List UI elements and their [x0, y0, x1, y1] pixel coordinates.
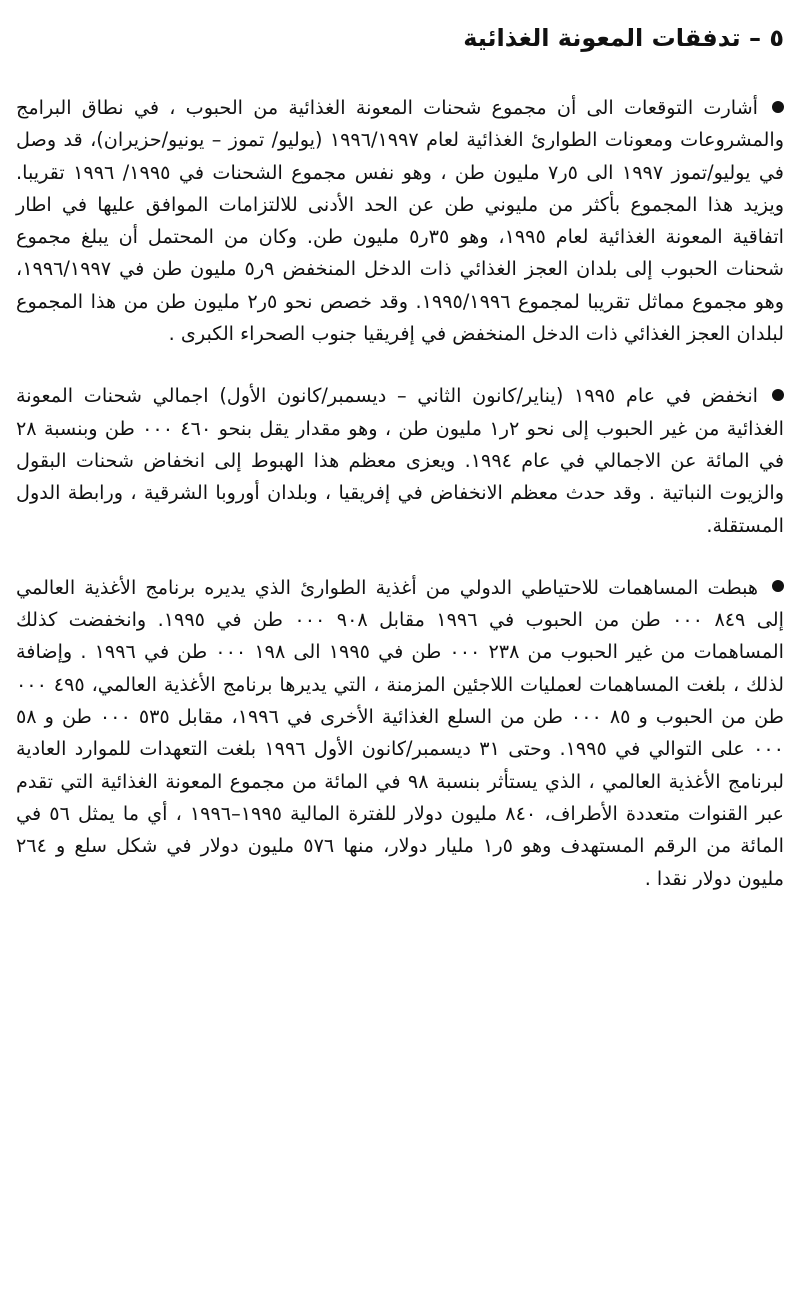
- section-title: تدفقات المعونة الغذائية: [463, 24, 741, 52]
- paragraph-wfp-contributions: [16, 572, 784, 895]
- document-page: [16, 18, 784, 895]
- bullet-icon: [772, 389, 784, 401]
- section-dash: –: [748, 24, 761, 52]
- section-heading: [16, 18, 784, 58]
- paragraph-shipments-cereals: [16, 92, 784, 350]
- paragraph-text: أشارت التوقعات الى أن مجموع شحنات المعونة الغذائية من الحبوب ، في نطاق البرامج والمشروعات ومعونات الطوارئ الغذائية لعام ١٩٩٦/١٩٩٧ (يوليو/ تموز – يونيو/حزيران)، قد وصل في يوليو/تموز ١٩٩٧ الى ٥ر٧ مليون طن ، وهو نفس مجموع الشحنات في ١٩٩٥/ ١٩٩٦ تقريبا. ويزيد هذا المجموع بأكثر من مليوني طن عن الحد الأدنى للالتزامات الموافق عليها في اطار اتفاقية المعونة الغذائية لعام ١٩٩٥، وهو ٣٥ر٥ مليون طن. وكان من المحتمل أن يبلغ مجموع شحنات الحبوب إلى بلدان العجز الغذائي ذات الدخل المنخفض ٩ر٥ مليون طن في ١٩٩٦/١٩٩٧، وهو مجموع مماثل تقريبا لمجموع ١٩٩٥/١٩٩٦. وقد خصص نحو ٥ر٢ مليون طن من هذا المجموع لبلدان العجز الغذائي ذات الدخل المنخفض في إفريقيا جنوب الصحراء الكبرى .: [16, 96, 784, 346]
- paragraph-text: انخفض في عام ١٩٩٥ (يناير/كانون الثاني – ديسمبر/كانون الأول) اجمالي شحنات المعونة الغذائية من غير الحبوب إلى نحو ٢ر١ مليون طن ، وهو مقدار يقل بنحو ٤٦٠ ٠٠٠ طن وبنسبة ٢٨ في المائة عن الاجمالي في عام ١٩٩٤. ويعزى معظم هذا الهبوط إلى انخفاض شحنات البقول والزيوت النباتية . وقد حدث معظم الانخفاض في إفريقيا ، وبلدان أوروبا الشرقية ، ورابطة الدول المستقلة.: [16, 384, 785, 537]
- section-number: ٥: [769, 24, 784, 52]
- bullet-icon: [772, 101, 784, 113]
- paragraph-shipments-noncereals: [16, 380, 784, 541]
- bullet-icon: [772, 580, 784, 592]
- paragraph-text: هبطت المساهمات للاحتياطي الدولي من أغذية الطوارئ الذي يديره برنامج الأغذية العالمي إلى ٨٤٩ ٠٠٠ طن من الحبوب في ١٩٩٦ مقابل ٩٠٨ ٠٠٠ طن في ١٩٩٥. وانخفضت كذلك المساهمات من غير الحبوب من ٢٣٨ ٠٠٠ طن في ١٩٩٥ الى ١٩٨ ٠٠٠ طن في ١٩٩٦ . وإضافة لذلك ، بلغت المساهمات لعمليات اللاجئين المزمنة ، التي يديرها برنامج الأغذية العالمي، ٤٩٥ ٠٠٠ طن من الحبوب و ٨٥ ٠٠٠ طن من السلع الغذائية الأخرى في ١٩٩٦، مقابل ٥٣٥ ٠٠٠ طن و ٥٨ ٠٠٠ على التوالي في ١٩٩٥. وحتى ٣١ ديسمبر/كانون الأول ١٩٩٦ بلغت التعهدات للموارد العادية لبرنامج الأغذية العالمي ، الذي يستأثر بنسبة ٩٨ في المائة من مجموع المعونة الغذائية التي تقدم عبر القنوات متعددة الأطراف، ٨٤٠ مليون دولار للفترة المالية ١٩٩٥–١٩٩٦ ، أي ما يمثل ٥٦ في المائة من الرقم المستهدف وهو ٥ر١ مليار دولار، منها ٥٧٦ مليون دولار في شكل سلع و ٢٦٤ مليون دولار نقدا .: [16, 575, 785, 890]
